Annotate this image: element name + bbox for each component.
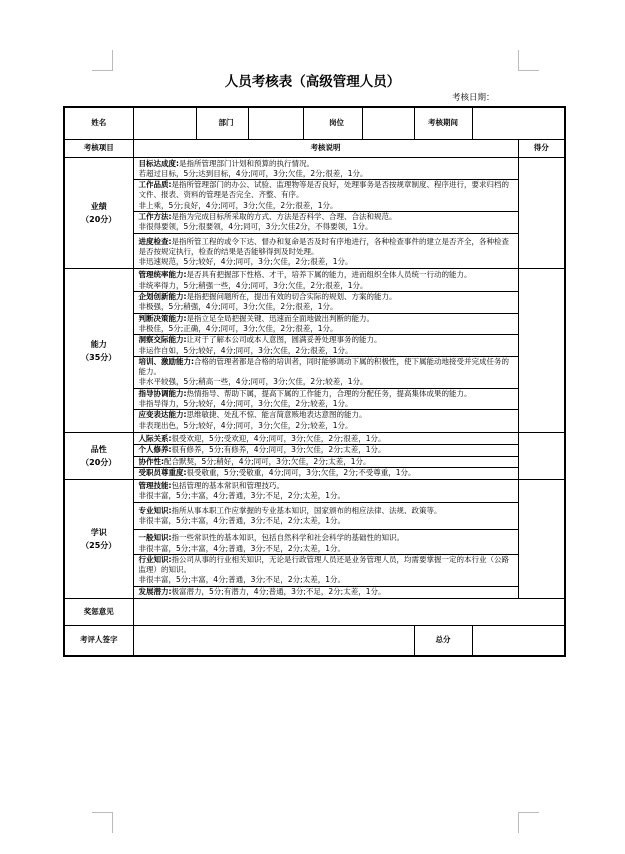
criterion: 工作方法:是指为完成目标所采取的方式、方法是否科学、合理、合法和规范。 非很得要领，5分;很要领，4分;同可，3分;欠佳2分，不得要领，1分。 [134, 211, 518, 233]
dept-value-cell[interactable] [248, 107, 303, 139]
criterion: 人际关系:很受欢迎，5分;受欢迎，4分;同可，3分;欠佳，2分;很差，1分。 [138, 433, 386, 443]
total-value-cell[interactable] [472, 626, 565, 656]
section-row-character [64, 432, 565, 479]
section-label: 业绩 （20分） [64, 157, 133, 269]
signer-label: 考评人签字 [64, 626, 133, 656]
criterion: 个人修养:很有修养，5分;有修养，4分;同可，3分;欠佳，2分;太差，1分。 [134, 444, 518, 455]
crop-mark-bottom-left [92, 812, 113, 833]
section-description [133, 157, 518, 269]
criterion: 发展潜力:极富潜力，5分;有潜力，4分;普通，3分;不足，2分;太差，1分。 [134, 586, 518, 597]
assessment-date-label: 考核日期： [452, 93, 495, 103]
section-row-knowledge [64, 480, 565, 599]
criterion: 进度检查:是指所管工程的或令下达、督办和复命是否及时有序地进行，各种检查事件的建立是否齐全，各种检查是否按规定执行，检查的结果是否能够得到及时处理。 非迅速规范，5分;较好，4分;同可，3分;欠佳，2分;很差，1分。 [134, 233, 518, 268]
criterion: 受职员尊重度:很受敬重，5分;受敬重，4分;同可，3分;欠佳，2分;不受尊重，1分。 [134, 467, 518, 478]
criterion: 目标达成度:是指所管理部门计划和预算的执行情况。 若超过目标，5分;达到目标，4分;同可，3分;欠佳，2分;很差，1分。 [138, 158, 368, 178]
desc-column-header: 考核说明 [133, 139, 518, 157]
criterion: 洞察交际能力:让对于了解本公司或本人意图，圆满妥善处理事务的能力。 非运作自如，5分;较好，4分;同可，3分;欠佳，2分;很差，1分。 [134, 334, 518, 356]
criterion: 管理统率能力:是否具有把握部下性格、才干，培养下属的能力，进而组织全体人员统一行动的能力。 非统率得力，5分;稍强一些，4分;同可，3分;欠佳，2分;很差，1分。 [138, 270, 472, 290]
score-cell-knowledge[interactable] [518, 480, 565, 599]
item-column-header: 考核项目 [64, 139, 133, 157]
section-row-ability [64, 269, 565, 432]
signature-row [64, 626, 565, 656]
criterion: 协作性:配合默契，5分;稍好，4分;同可，3分;欠佳，2分;太差，1分。 [134, 456, 518, 467]
criterion: 专业知识:指所从事本职工作应掌握的专业基本知识，国家颁布的相应法律、法规、政策等。 非很丰富，5分;丰富，4分;普通，3分;不足，2分;太差，1分。 [134, 502, 518, 530]
signer-value-cell[interactable] [133, 626, 414, 656]
section-label: 能力 （35分） [64, 269, 133, 432]
document-title: 人员考核表（高级管理人员） [224, 74, 401, 90]
criterion: 一般知识:指一些常识性的基本知识，包括自然科学和社会科学的基础性的知识。 非很丰富，5分;丰富，4分;普通，3分;不足，2分;太差，1分。 [134, 529, 518, 554]
criterion: 指导协调能力:热情指导、帮助下属，提高下属的工作能力，合理的分配任务，提高集体成果的能力。 非指导得力，5分;较好，4分;同可，3分;欠佳，2分;较差，1分。 [134, 388, 518, 410]
section-label: 品性 （20分） [64, 432, 133, 479]
score-cell-ability[interactable] [518, 269, 565, 432]
dept-label: 部门 [196, 107, 248, 139]
post-label: 岗位 [303, 107, 362, 139]
criterion: 行业知识:指公司从事的行业相关知识，无论是行政管理人员还是业务管理人员，均需要掌握一定的本行业（公路监理）的知识。 非很丰富，5分;丰富，4分;普通，3分;不足，2分;太差，1分。 [134, 554, 518, 586]
name-value-cell[interactable] [133, 107, 196, 139]
review-label: 奖惩意见 [64, 599, 133, 626]
period-value-cell[interactable] [472, 107, 565, 139]
column-header-row [64, 139, 565, 157]
criterion: 工作品质:是指所管理部门的办公、试验、监理物等是否良好，处理事务是否按规章制度、程序进行，要求归档的文件、报表、资料的管理是否完全、齐整、有序。 非上乘，5分;良好，4分;同可，3分;欠佳，2分;很差，1分。 [134, 179, 518, 211]
name-label: 姓名 [64, 107, 133, 139]
section-description [133, 432, 518, 479]
section-description [133, 269, 518, 432]
section-description [133, 480, 518, 599]
score-cell-performance[interactable] [518, 157, 565, 269]
crop-mark-top-right [518, 50, 539, 71]
criterion: 判断决策能力:是指立足全局把握关键、迅速而全面地做出判断的能力。 非极佳，5分;正确，4分;同可，3分;欠佳，2分;很差，1分。 [134, 313, 518, 335]
crop-mark-bottom-right [518, 812, 539, 833]
review-row [64, 599, 565, 626]
criterion: 培训、激励能力:合格的管理者都是合格的培训者，同时能够调动下属的积极性，使下属能动地接受并完成任务的能力。 非水平较强，5分;稍高一些，4分;同可，3分;欠佳，2分;较差，1分。 [134, 356, 518, 388]
criterion: 应变表达能力:思维敏捷、处乱不惊、能言简意赅地表达意图的能力。 非表现出色，5分;较好，4分;同可，3分;欠佳，2分;较差，1分。 [134, 409, 518, 431]
crop-mark-top-left [92, 50, 113, 71]
header-row [64, 107, 565, 139]
period-label: 考核期间 [414, 107, 472, 139]
section-label: 学识 （25分） [64, 480, 133, 599]
total-label: 总分 [414, 626, 472, 656]
review-value-cell[interactable] [133, 599, 565, 626]
post-value-cell[interactable] [362, 107, 414, 139]
criterion: 企划创新能力:是指把握问题所在，提出有效的切合实际的规划、方案的能力。 非极强，5分;稍强，4分;同可，3分;欠佳，2分;很差，1分。 [134, 291, 518, 313]
assessment-table [63, 106, 566, 657]
criterion: 管理技能:包括管理的基本常识和管理技巧。 非很丰富，5分;丰富，4分;普通，3分;不足，2分;太差，1分。 [138, 481, 345, 501]
score-cell-character[interactable] [518, 432, 565, 479]
section-row-performance [64, 157, 565, 269]
score-column-header: 得分 [518, 139, 565, 157]
